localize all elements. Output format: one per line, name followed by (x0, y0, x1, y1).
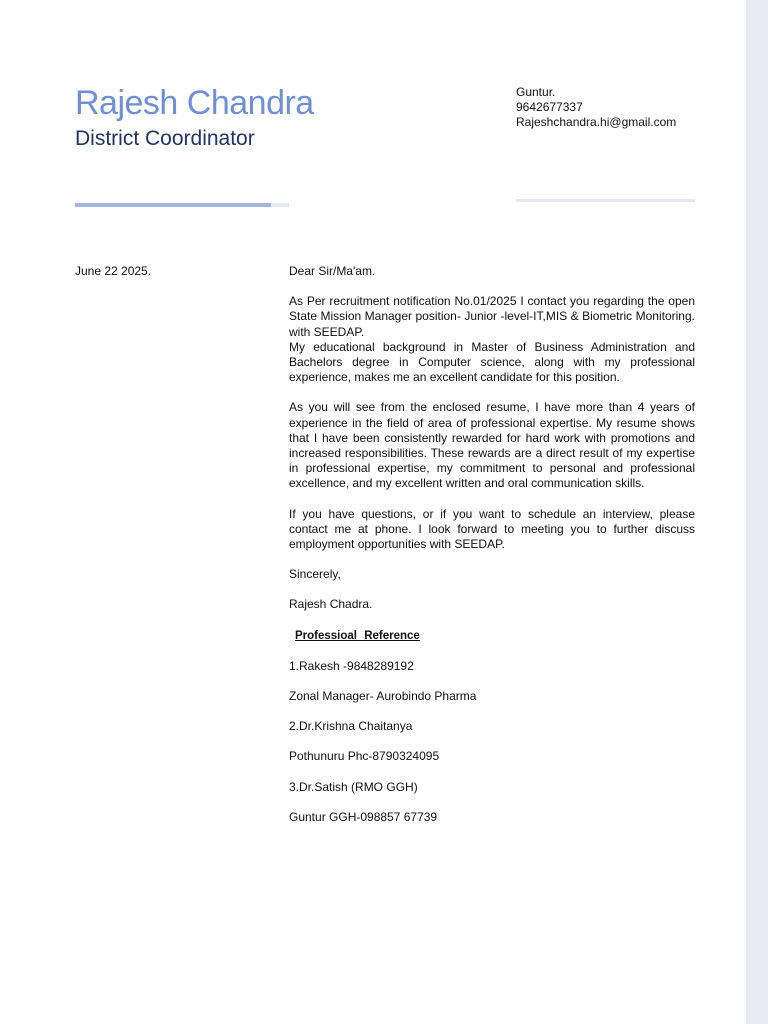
closing: Sincerely, (289, 567, 341, 582)
paragraph-education-text: My educational background in Master of Business Administration and Bachelors degree in Computer science, along with my professional experience, makes me an excellent candidate for this position. (289, 339, 695, 385)
letter-body (289, 264, 695, 840)
reference-item: 2.Dr.Krishna Chaitanya (289, 719, 413, 734)
salutation: Dear Sir/Ma'am. (289, 264, 376, 278)
reference-item: 1.Rakesh -9848289192 (289, 658, 414, 673)
side-strip (746, 0, 768, 1024)
reference-heading: Professioal Reference (295, 629, 420, 642)
contact-phone: 9642677337 (516, 100, 583, 114)
applicant-role: District Coordinator (75, 127, 255, 150)
reference-item: 3.Dr.Satish (RMO GGH) (289, 779, 418, 794)
paragraph-experience: As you will see from the enclosed resume, I have more than 4 years of experience in the field of area of professional expertise. My resume shows that I have been consistently rewarded for hard work with promotions and increased responsibilities. These rewards are a direct result of my expertise in professional expertise, my commitment to personal and professional excellence, and my excellent written and oral communication skills. (289, 400, 695, 491)
left-divider-accent (75, 203, 271, 207)
reference-item: Guntur GGH-098857 67739 (289, 809, 438, 824)
right-divider (516, 199, 695, 202)
contact-block (516, 85, 676, 130)
reference-item: Pothunuru Phc-8790324095 (289, 749, 440, 764)
contact-email: Rajeshchandra.hi@gmail.com (516, 115, 677, 129)
paragraph-intro (289, 294, 695, 385)
paragraph-contact: If you have questions, or if you want to schedule an interview, please contact me at phone. I look forward to meeting you to further discuss employment opportunities with SEEDAP. (289, 506, 695, 552)
letter-date: June 22 2025. (75, 264, 152, 278)
applicant-name: Rajesh Chandra (75, 84, 314, 122)
reference-item: Zonal Manager- Aurobindo Pharma (289, 689, 477, 704)
signature: Rajesh Chadra. (289, 597, 373, 612)
contact-city: Guntur. (516, 85, 556, 99)
paragraph-intro-text: As Per recruitment notification No.01/2025 I contact you regarding the open State Mission Manager position- Junior -level-IT,MIS & Biometric Monitoring. with SEEDAP. (289, 294, 695, 339)
reference-heading-row (289, 628, 695, 644)
